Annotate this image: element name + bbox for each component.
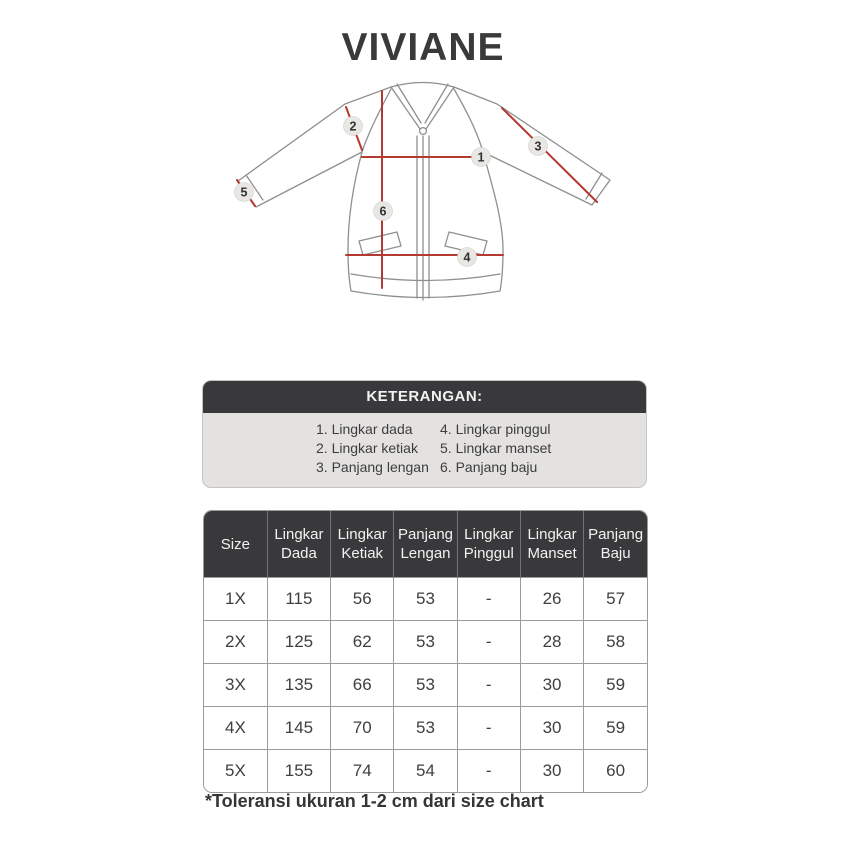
product-title: VIVIANE xyxy=(341,26,505,69)
cell-value: 155 xyxy=(267,750,330,793)
left-pocket xyxy=(359,232,401,255)
legend-column-2 xyxy=(440,420,551,477)
marker-label-2: 2 xyxy=(349,119,357,134)
cell-value: 60 xyxy=(584,750,647,793)
cell-value: 59 xyxy=(584,707,647,750)
garment-outline xyxy=(238,83,610,301)
cell-value: 30 xyxy=(520,664,583,707)
table-row xyxy=(204,750,647,793)
cell-value: 53 xyxy=(394,707,457,750)
cell-value: 62 xyxy=(331,621,394,664)
cell-value: 28 xyxy=(520,621,583,664)
cell-size: 2X xyxy=(204,621,267,664)
table-row xyxy=(204,621,647,664)
cell-value: 115 xyxy=(267,578,330,621)
cell-value: - xyxy=(457,664,520,707)
tolerance-footnote: *Toleransi ukuran 1-2 cm dari size chart xyxy=(205,791,544,811)
marker-label-4: 4 xyxy=(463,250,471,265)
table-row xyxy=(204,664,647,707)
legend-item: 1. Lingkar dada xyxy=(316,421,413,437)
legend-box xyxy=(202,380,647,488)
cell-size: 4X xyxy=(204,707,267,750)
cell-value: - xyxy=(457,578,520,621)
cell-value: 26 xyxy=(520,578,583,621)
cell-size: 5X xyxy=(204,750,267,793)
column-header-lingkar-pinggul: Lingkar Pinggul xyxy=(457,511,520,578)
cell-value: - xyxy=(457,707,520,750)
garment-measurement-diagram xyxy=(0,0,846,340)
legend-item: 4. Lingkar pinggul xyxy=(440,421,551,437)
legend-body xyxy=(203,413,646,477)
legend-item: 2. Lingkar ketiak xyxy=(316,440,418,456)
cell-value: 56 xyxy=(331,578,394,621)
column-header-lingkar-manset: Lingkar Manset xyxy=(520,511,583,578)
cell-value: 135 xyxy=(267,664,330,707)
cell-value: 53 xyxy=(394,578,457,621)
cell-value: 66 xyxy=(331,664,394,707)
column-header-panjang-baju: Panjang Baju xyxy=(584,511,647,578)
cell-value: - xyxy=(457,750,520,793)
size-table-container xyxy=(203,510,648,793)
marker-label-3: 3 xyxy=(534,139,542,154)
size-table xyxy=(204,511,647,792)
cell-value: 53 xyxy=(394,664,457,707)
size-table-header-row xyxy=(204,511,647,578)
cell-value: 70 xyxy=(331,707,394,750)
legend-item: 3. Panjang lengan xyxy=(316,459,429,475)
line-panjang-lengan xyxy=(502,108,597,202)
cell-size: 3X xyxy=(204,664,267,707)
column-header-lingkar-dada: Lingkar Dada xyxy=(267,511,330,578)
table-row xyxy=(204,707,647,750)
measurement-markers xyxy=(235,117,548,267)
cell-value: 57 xyxy=(584,578,647,621)
legend-column-1 xyxy=(316,420,440,477)
marker-label-5: 5 xyxy=(240,185,248,200)
legend-header: KETERANGAN: xyxy=(203,381,646,413)
table-row xyxy=(204,578,647,621)
cell-value: 125 xyxy=(267,621,330,664)
cell-value: 145 xyxy=(267,707,330,750)
cell-size: 1X xyxy=(204,578,267,621)
cell-value: 54 xyxy=(394,750,457,793)
button-icon xyxy=(420,128,427,135)
cell-value: 58 xyxy=(584,621,647,664)
marker-label-1: 1 xyxy=(477,150,485,165)
legend-item: 6. Panjang baju xyxy=(440,459,538,475)
column-header-panjang-lengan: Panjang Lengan xyxy=(394,511,457,578)
marker-label-6: 6 xyxy=(379,204,387,219)
cell-value: 30 xyxy=(520,707,583,750)
cell-value: 53 xyxy=(394,621,457,664)
legend-item: 5. Lingkar manset xyxy=(440,440,552,456)
cell-value: 59 xyxy=(584,664,647,707)
cell-value: 74 xyxy=(331,750,394,793)
cell-value: - xyxy=(457,621,520,664)
cell-value: 30 xyxy=(520,750,583,793)
column-header-size: Size xyxy=(204,511,267,578)
column-header-lingkar-ketiak: Lingkar Ketiak xyxy=(331,511,394,578)
